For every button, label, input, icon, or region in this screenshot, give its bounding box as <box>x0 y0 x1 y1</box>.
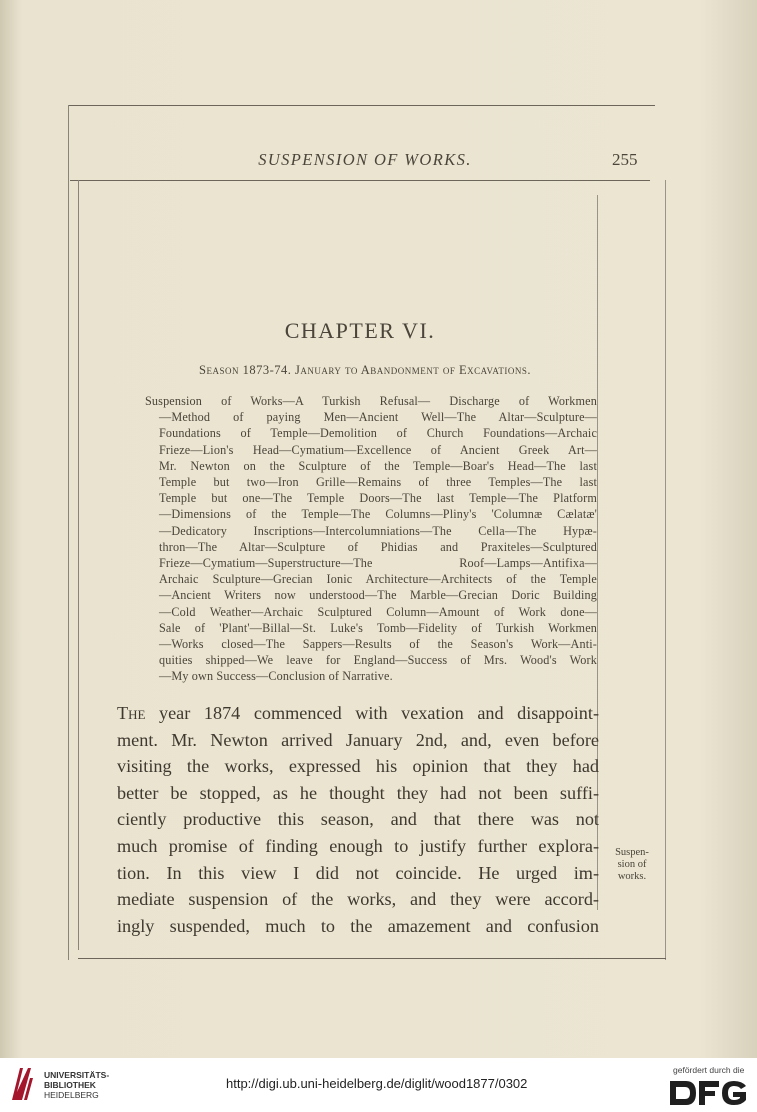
plate-border-top <box>68 105 655 106</box>
plate-border-left <box>68 105 69 960</box>
body-line: much promise of finding enough to justify further explora- <box>117 835 599 856</box>
margin-note-line: sion of <box>617 859 647 870</box>
viewer-footer <box>0 1058 757 1112</box>
plate-border-bottom <box>78 958 666 959</box>
library-name <box>44 1070 109 1100</box>
body-line: mediate suspension of the works, and they were accord- <box>117 889 599 910</box>
page-number: 255 <box>612 150 638 169</box>
synopsis-line: —Method of paying Men—Ancient Well—The Altar—Sculpture— <box>159 410 597 425</box>
funder-caption: gefördert durch die <box>673 1065 745 1075</box>
library-name-line: HEIDELBERG <box>44 1090 99 1100</box>
synopsis-line: thron—The Altar—Sculpture of Phidias and Praxiteles—Sculptured <box>159 539 597 554</box>
synopsis-line: Suspension of Works—A Turkish Refusal— Discharge of Workmen <box>145 394 597 408</box>
synopsis-line: quities shipped—We leave for England—Success of Mrs. Wood's Work <box>159 653 597 668</box>
library-name-line: UNIVERSITÄTS- <box>44 1070 110 1080</box>
body-line: ment. Mr. Newton arrived January 2nd, and, even before <box>117 729 599 750</box>
library-logo-icon[interactable] <box>8 1064 38 1104</box>
source-url-link[interactable]: http://digi.ub.uni-heidelberg.de/diglit/wood1877/0302 <box>226 1076 528 1091</box>
chapter-title: CHAPTER VI. <box>284 318 436 343</box>
running-head: SUSPENSION OF WORKS. <box>258 150 472 169</box>
synopsis-line: Foundations of Temple—Demolition of Church Foundations—Archaic <box>159 426 597 441</box>
synopsis-line: —My own Success—Conclusion of Narrative. <box>159 669 393 684</box>
margin-note-line: works. <box>617 871 647 882</box>
synopsis-line: —Ancient Writers now understood—The Marble—Grecian Doric Building <box>159 588 597 603</box>
body-line <box>117 700 599 727</box>
synopsis-line: —Dimensions of the Temple—The Columns—Pliny's 'Columnæ Cælatæ' <box>159 507 597 522</box>
body-line: visiting the works, expressed his opinion that they had <box>117 756 599 777</box>
plate-border-right <box>665 180 666 960</box>
body-line: tion. In this view I did not coincide. He urged im- <box>117 862 599 883</box>
synopsis-line: Sale of 'Plant'—Billal—St. Luke's Tomb—Fidelity of Turkish Workmen <box>159 620 597 635</box>
body-line: better be stopped, as he thought they had not been suffi- <box>117 782 599 803</box>
margin-note-line: Suspen- <box>615 847 649 858</box>
synopsis-line: Temple but two—Iron Grille—Remains of three Temples—The last <box>159 475 597 490</box>
synopsis-line: Archaic Sculpture—Grecian Ionic Architecture—Architects of the Temple <box>159 572 597 587</box>
synopsis-line: Temple but one—The Temple Doors—The last Temple—The Platform <box>159 491 597 506</box>
lead-word: The <box>117 703 146 723</box>
margin-note <box>607 847 657 883</box>
inner-border-left <box>78 180 79 950</box>
body-line: ingly suspended, much to the amazement and confusion <box>117 915 599 936</box>
library-name-line: BIBLIOTHEK <box>44 1080 96 1090</box>
chapter-subtitle: Season 1873-74. January to Abandonment of Excavations. <box>199 363 531 377</box>
synopsis-line: —Works closed—The Sappers—Results of the Season's Work—Anti- <box>159 637 597 652</box>
body-paragraph <box>117 700 599 939</box>
body-line-text: year 1874 commenced with vexation and disappoint- <box>145 703 599 723</box>
synopsis-line: Frieze—Cymatium—Superstructure—The Roof—Lamps—Antifixa— <box>159 556 597 571</box>
chapter-synopsis <box>145 393 597 685</box>
body-line: ciently productive this season, and that there was not <box>117 809 599 830</box>
dfg-logo-icon[interactable] <box>670 1078 748 1108</box>
synopsis-line: —Cold Weather—Archaic Sculptured Column—Amount of Work done— <box>159 604 597 619</box>
synopsis-line: Mr. Newton on the Sculpture of the Temple—Boar's Head—The last <box>159 458 597 473</box>
synopsis-line: —Dedicatory Inscriptions—Intercolumniations—The Cella—The Hypæ- <box>159 523 597 538</box>
header-rule <box>70 180 650 181</box>
synopsis-line: Frieze—Lion's Head—Cymatium—Excellence of Ancient Greek Art— <box>159 442 597 457</box>
